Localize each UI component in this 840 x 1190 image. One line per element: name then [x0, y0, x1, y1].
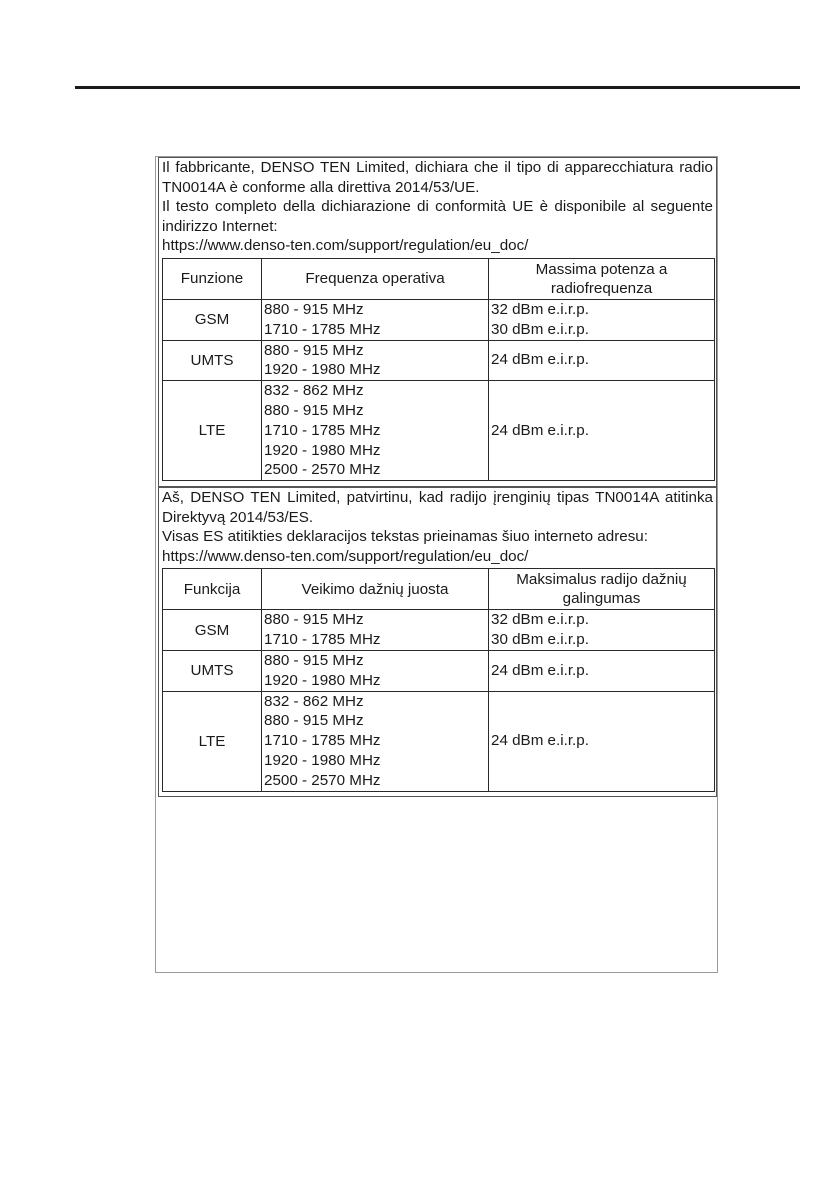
declaration-text: [162, 158, 713, 256]
power-cell: [489, 340, 715, 381]
function-cell: UMTS: [163, 340, 262, 381]
frequency-value: 1710 - 1785 MHz: [264, 631, 381, 649]
table-row: [163, 691, 715, 791]
power-cell: [489, 381, 715, 481]
frequency-value: 2500 - 2570 MHz: [264, 771, 381, 789]
power-value: 30 dBm e.i.r.p.: [491, 320, 589, 338]
header-frequency: Frequenza operativa: [262, 258, 489, 299]
declaration-availability: Visas ES atitikties deklaracijos tekstas prieinamas šiuo interneto adresu:: [162, 528, 648, 546]
header-power: Maksimalus radijo dažnių galingumas: [489, 569, 715, 610]
power-value: 24 dBm e.i.r.p.: [491, 421, 589, 439]
frequency-table: [162, 258, 715, 481]
power-cell: [489, 691, 715, 791]
frequency-cell: [262, 340, 489, 381]
frequency-cell: [262, 691, 489, 791]
power-cell: [489, 610, 715, 651]
power-value: 24 dBm e.i.r.p.: [491, 351, 589, 369]
header-power: Massima potenza a radiofrequenza: [489, 258, 715, 299]
frequency-value: 1710 - 1785 MHz: [264, 320, 381, 338]
frequency-cell: [262, 381, 489, 481]
power-value: 30 dBm e.i.r.p.: [491, 631, 589, 649]
declaration-statement: Il fabbricante, DENSO TEN Limited, dichiara che il tipo di apparecchiatura radio TN0014A è conforme alla direttiva 2014/53/UE.: [162, 159, 713, 196]
table-row: [163, 650, 715, 691]
power-cell: [489, 299, 715, 340]
frequency-value: 1710 - 1785 MHz: [264, 421, 381, 439]
frequency-value: 880 - 915 MHz: [264, 611, 364, 629]
function-cell: LTE: [163, 381, 262, 481]
frequency-value: 2500 - 2570 MHz: [264, 461, 381, 479]
declaration-statement: Aš, DENSO TEN Limited, patvirtinu, kad radijo įrenginių tipas TN0014A atitinka Direktyvą 2014/53/ES.: [162, 489, 713, 526]
table-row: [163, 381, 715, 481]
function-cell: UMTS: [163, 650, 262, 691]
frequency-value: 880 - 915 MHz: [264, 300, 364, 318]
frequency-value: 832 - 862 MHz: [264, 382, 364, 400]
table-row: [163, 299, 715, 340]
power-cell: [489, 650, 715, 691]
frequency-value: 880 - 915 MHz: [264, 341, 364, 359]
frequency-cell: [262, 650, 489, 691]
header-function: Funkcija: [163, 569, 262, 610]
frequency-value: 1920 - 1980 MHz: [264, 441, 381, 459]
table-header-row: [163, 569, 715, 610]
declaration-availability: Il testo completo della dichiarazione di conformità UE è disponibile al seguente indirizzo Internet:: [162, 198, 713, 235]
frequency-value: 1710 - 1785 MHz: [264, 732, 381, 750]
declaration-section-italian: [158, 157, 717, 487]
table-row: [163, 340, 715, 381]
function-cell: GSM: [163, 299, 262, 340]
power-value: 24 dBm e.i.r.p.: [491, 732, 589, 750]
declaration-url[interactable]: https://www.denso-ten.com/support/regulation/eu_doc/: [162, 547, 529, 565]
frequency-table: [162, 568, 715, 791]
frequency-value: 880 - 915 MHz: [264, 712, 364, 730]
frequency-value: 880 - 915 MHz: [264, 401, 364, 419]
header-frequency: Veikimo dažnių juosta: [262, 569, 489, 610]
declaration-section-lithuanian: [158, 487, 717, 797]
function-cell: LTE: [163, 691, 262, 791]
declaration-text: [162, 488, 713, 566]
frequency-value: 1920 - 1980 MHz: [264, 671, 381, 689]
power-value: 32 dBm e.i.r.p.: [491, 611, 589, 629]
table-header-row: [163, 258, 715, 299]
frequency-cell: [262, 299, 489, 340]
top-rule: [75, 86, 800, 89]
table-row: [163, 610, 715, 651]
frequency-cell: [262, 610, 489, 651]
frequency-value: 1920 - 1980 MHz: [264, 361, 381, 379]
declaration-url[interactable]: https://www.denso-ten.com/support/regulation/eu_doc/: [162, 237, 529, 255]
power-value: 32 dBm e.i.r.p.: [491, 300, 589, 318]
header-function: Funzione: [163, 258, 262, 299]
power-value: 24 dBm e.i.r.p.: [491, 661, 589, 679]
frequency-value: 832 - 862 MHz: [264, 692, 364, 710]
function-cell: GSM: [163, 610, 262, 651]
frequency-value: 1920 - 1980 MHz: [264, 751, 381, 769]
frequency-value: 880 - 915 MHz: [264, 651, 364, 669]
